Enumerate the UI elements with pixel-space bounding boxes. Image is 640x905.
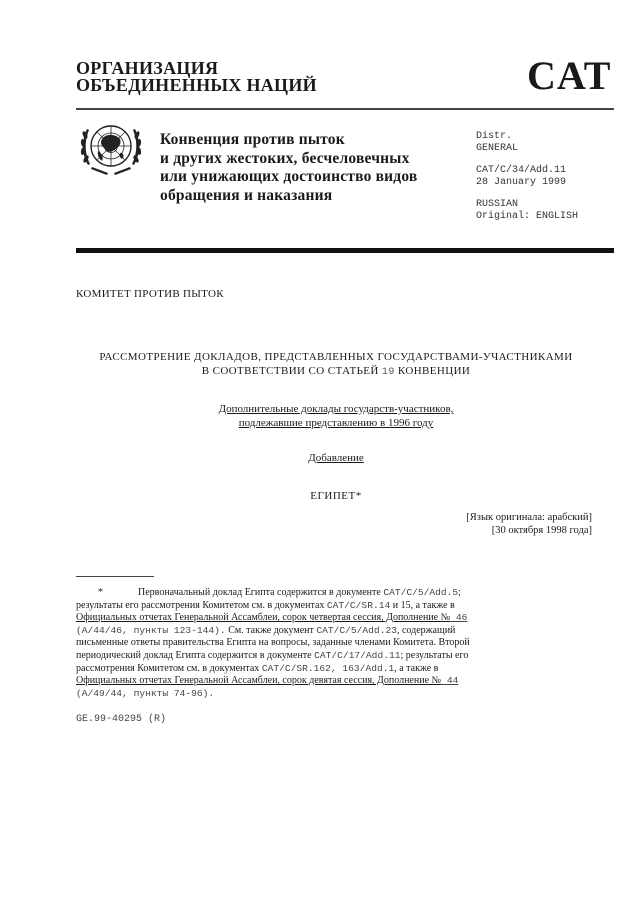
report-subtitle <box>80 402 592 430</box>
doc-symbol: CAT/C/34/Add.11 <box>476 165 567 176</box>
country-name: ЕГИПЕТ* <box>310 490 362 502</box>
doc-date: 28 January 1999 <box>476 176 567 188</box>
original-language-line: [Язык оригинала: арабский] <box>466 512 592 523</box>
original-language: Original: ENGLISH <box>476 210 579 222</box>
convention-title-line: Конвенция против пыток <box>160 131 345 148</box>
heading-line-1: РАССМОТРЕНИЕ ДОКЛАДОВ, ПРЕДСТАВЛЕННЫХ ГОСУДАРСТВАМИ-УЧАСТНИКАМИ <box>99 351 573 363</box>
header-thick-divider <box>76 248 614 253</box>
footnote-marker: * <box>98 587 103 598</box>
report-heading <box>80 350 592 380</box>
addendum-label: Добавление <box>308 452 364 464</box>
doc-language: RUSSIAN <box>476 199 519 210</box>
un-emblem-icon <box>78 117 144 179</box>
convention-title-line: или унижающих достоинство видов <box>160 168 418 185</box>
convention-title-line: обращения и наказания <box>160 186 333 204</box>
subtitle-line-2: подлежавшие представлению в 1996 году <box>238 417 434 429</box>
document-reference: CAT/C/5/Add.5 <box>383 587 459 598</box>
footnote-line: письменные ответы правительства Египта на вопросы, заданные членами Комитета. Второй <box>76 637 470 649</box>
footnote-line: Официальных отчетах Генеральной Ассамблеи, сорок четвертая сессия, Дополнение № 46 <box>76 612 468 624</box>
document-reference: CAT/C/5/Add.23 <box>316 624 397 636</box>
org-name-line-1: ОРГАНИЗАЦИЯ <box>76 58 219 78</box>
subtitle-line-1: Дополнительные доклады государств-участников, <box>218 403 454 415</box>
header-divider <box>76 108 614 110</box>
convention-title <box>160 131 417 205</box>
footnote-line: рассмотрения Комитетом см. в документах CAT/C/SR.162, 163/Add.1, а также в <box>76 662 439 674</box>
distribution-block <box>476 131 578 222</box>
footnote <box>76 587 616 700</box>
organization-name <box>76 60 317 94</box>
footnote-line: * Первоначальный доклад Египта содержится в документе CAT/C/5/Add.5; <box>76 587 616 600</box>
org-name-line-2: ОБЪЕДИНЕННЫХ НАЦИЙ <box>76 75 317 95</box>
document-reference: CAT/C/17/Add.11 <box>314 649 401 661</box>
document-reference: CAT/C/SR.162, 163/Add.1 <box>261 662 395 674</box>
original-language-note <box>466 512 592 537</box>
document-symbol: CAT <box>527 53 612 98</box>
document-reference: CAT/C/SR.14 <box>326 599 391 611</box>
official-records-citation: Официальных отчетах Генеральной Ассамблеи, сорок четвертая сессия, Дополнение № <box>76 612 451 624</box>
footnote-line: результаты его рассмотрения Комитетом см. в документах CAT/C/SR.14 и 15, а также в <box>76 599 455 611</box>
job-number: GE.99-40295 (R) <box>76 714 167 725</box>
article-number: 19 <box>381 367 395 378</box>
footnote-line <box>76 688 616 701</box>
footnote-line: Официальных отчетах Генеральной Ассамблеи, сорок девятая сессия, Дополнение № 44 <box>76 675 459 687</box>
distr-label: Distr. <box>476 131 513 142</box>
official-records-citation: Официальных отчетах Генеральной Ассамблеи, сорок девятая сессия, Дополнение № <box>76 675 442 687</box>
footnote-line: периодический доклад Египта содержится в документе CAT/C/17/Add.11; результаты его <box>76 649 469 661</box>
heading-line-2: В СООТВЕТСТВИИ СО СТАТЬЕЙ 19 КОНВЕНЦИИ <box>201 365 471 378</box>
footnote-divider <box>76 576 154 577</box>
convention-title-line: и других жестоких, бесчеловечных <box>160 149 410 167</box>
original-date-line: [30 октября 1998 года] <box>491 524 592 536</box>
document-reference: (A/44/46, пункты 123-144). <box>76 624 226 636</box>
distr-value: GENERAL <box>476 142 519 154</box>
document-reference: (A/49/44, пункты 74-96). <box>76 687 215 699</box>
committee-name: КОМИТЕТ ПРОТИВ ПЫТОК <box>76 288 224 300</box>
footnote-line: (A/44/46, пункты 123-144). См. также документ CAT/C/5/Add.23, содержащий <box>76 624 456 636</box>
